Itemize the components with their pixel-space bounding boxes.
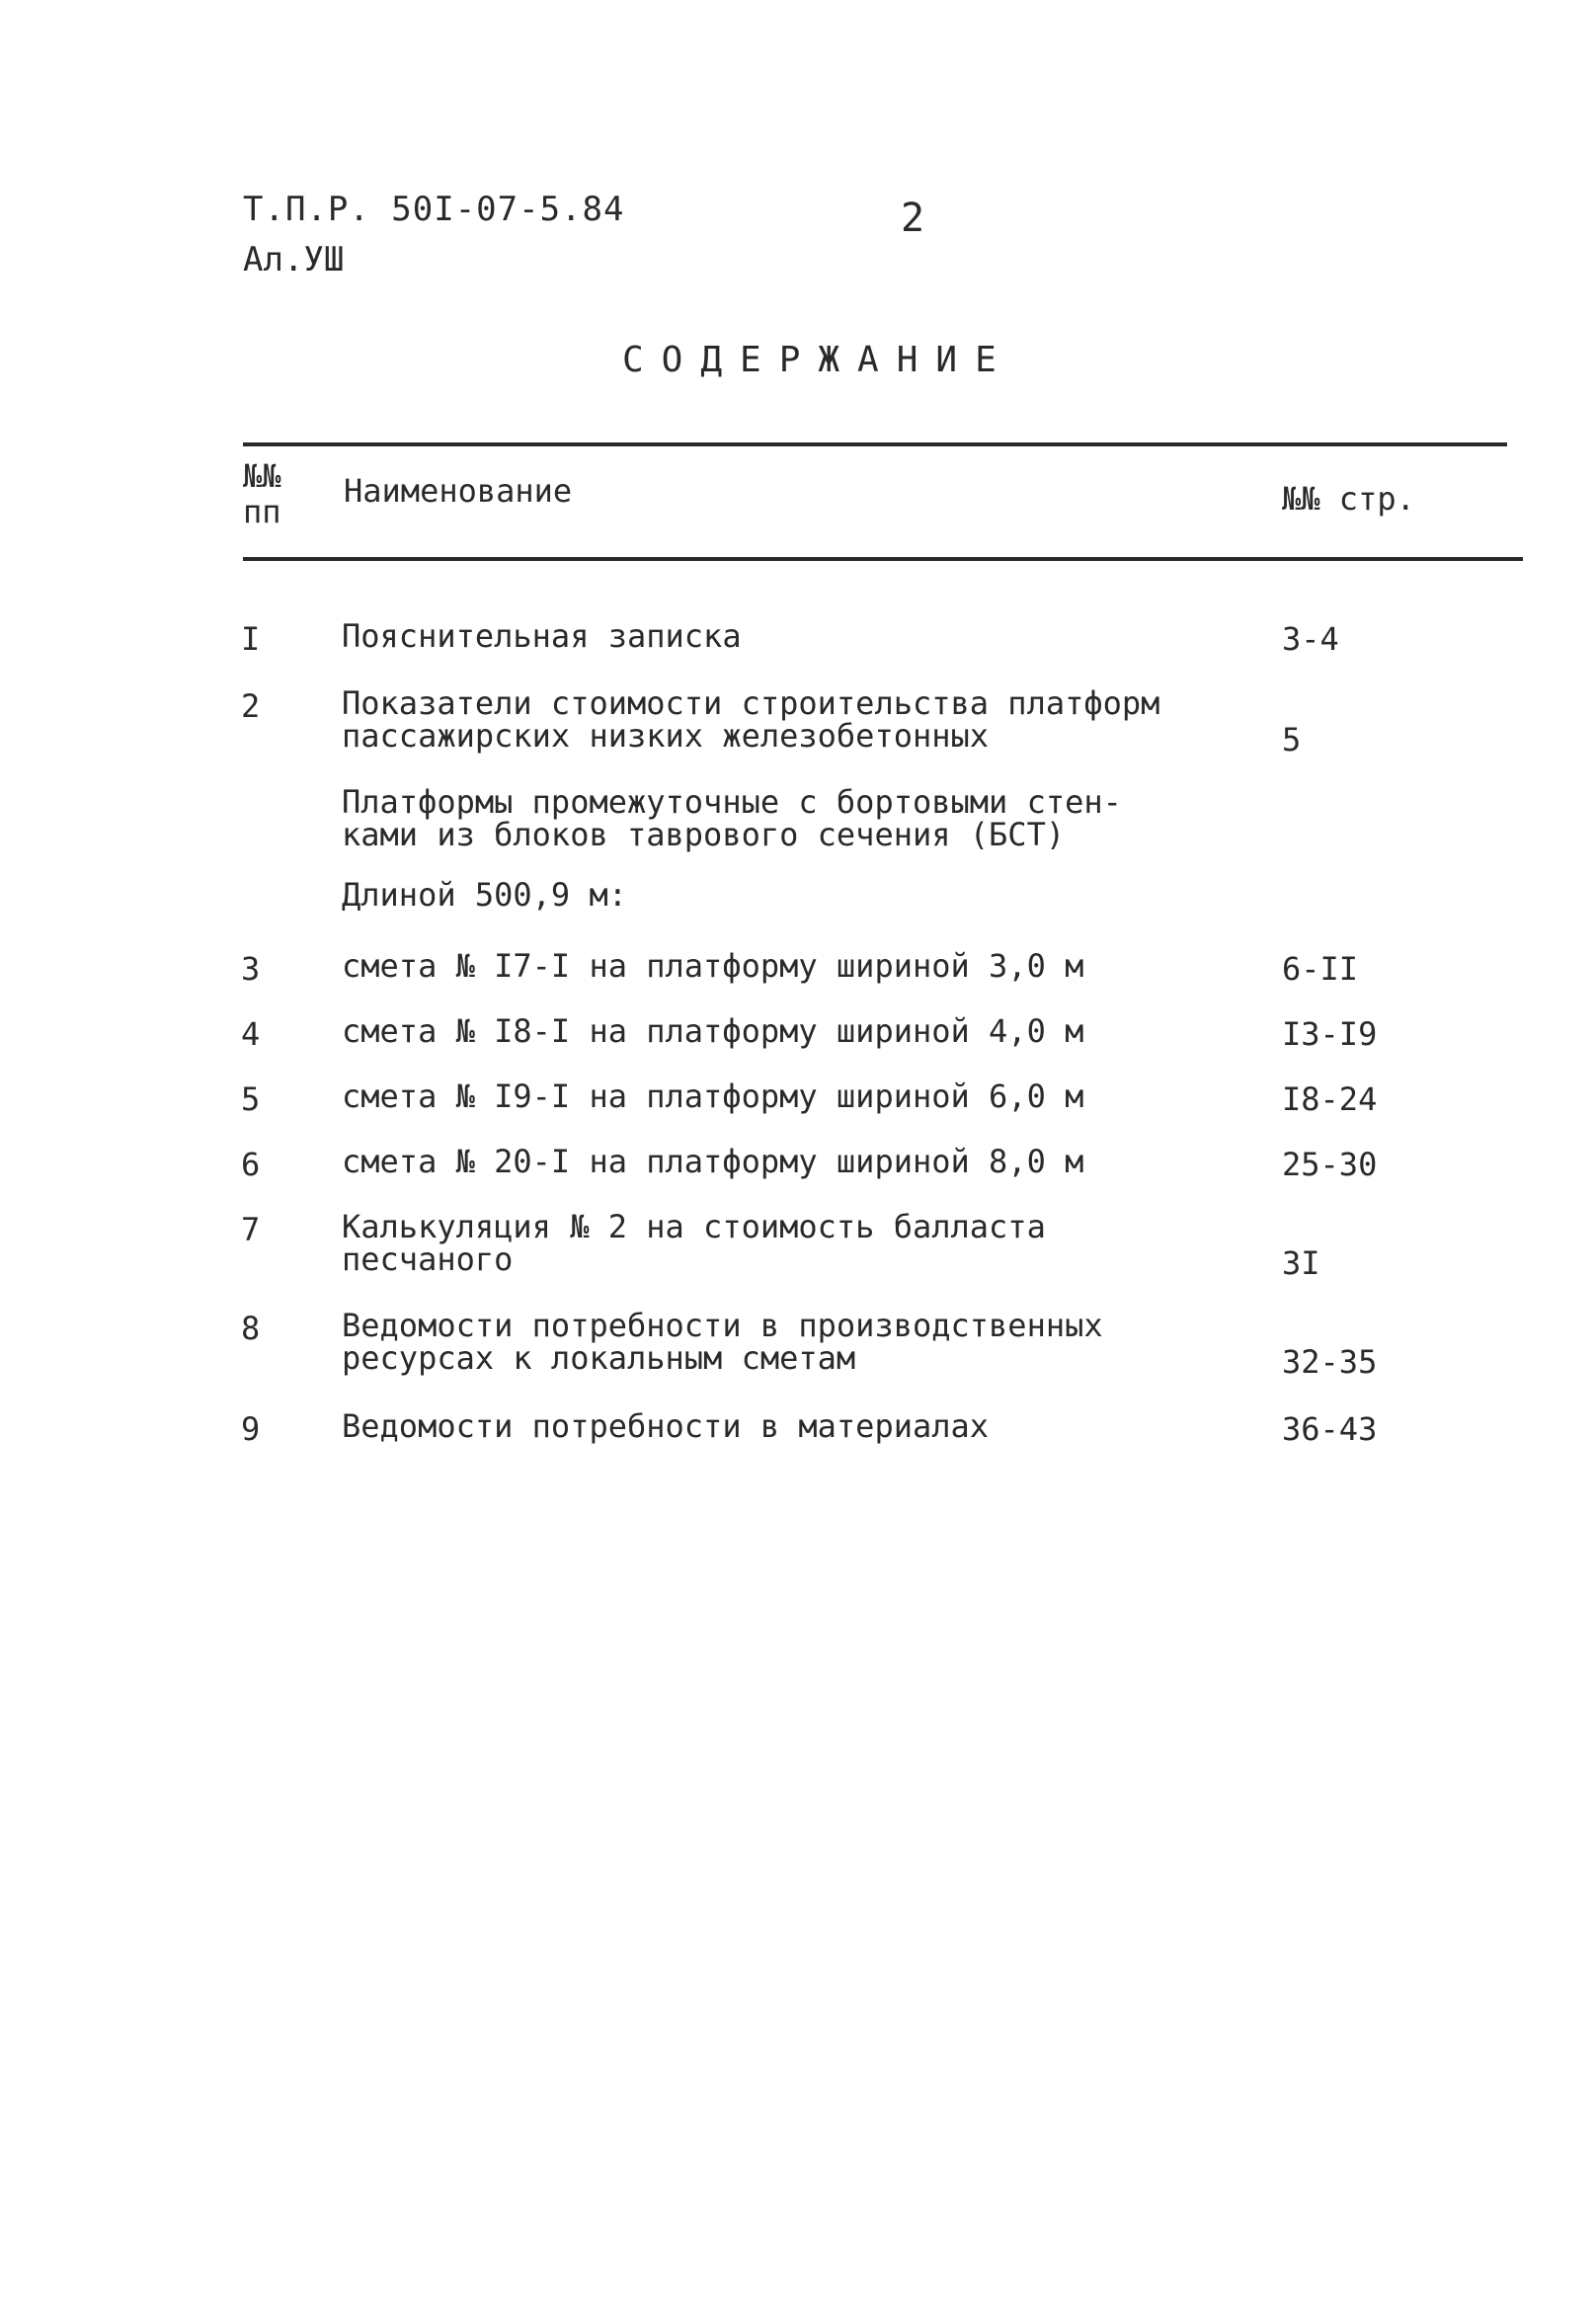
column-header-number: №№ пп <box>243 457 281 530</box>
column-header-name: Наименование <box>344 472 573 510</box>
row-number: 4 <box>241 1015 261 1053</box>
row-title: Показатели стоимости строительства платформ пассажирских низких железобетонных <box>342 684 1160 755</box>
row-title: Калькуляция № 2 на стоимость балласта песчаного <box>342 1208 1046 1278</box>
page-number: 2 <box>901 196 925 241</box>
album-number: Ал.УШ <box>243 240 345 280</box>
row-title: смета № I9-I на платформу шириной 6,0 м <box>342 1078 1084 1115</box>
row-title: Пояснительная записка <box>342 617 742 655</box>
row-number: 8 <box>241 1310 261 1347</box>
row-pages: 5 <box>1282 721 1302 759</box>
row-number: I <box>241 620 261 658</box>
page-title: СОДЕРЖАНИЕ <box>622 340 1014 380</box>
column-header-pages: №№ стр. <box>1282 480 1415 518</box>
row-number: 9 <box>241 1410 261 1448</box>
row-pages: 25-30 <box>1282 1146 1378 1183</box>
row-number: 3 <box>241 950 261 988</box>
row-title: Платформы промежуточные с бортовыми стен- ками из блоков таврового сечения (БСТ) <box>342 783 1122 853</box>
row-number: 6 <box>241 1146 261 1183</box>
row-number: 2 <box>241 687 261 725</box>
row-title: Ведомости потребности в материалах <box>342 1407 990 1445</box>
row-number: 7 <box>241 1211 261 1248</box>
row-title: смета № I8-I на платформу шириной 4,0 м <box>342 1012 1084 1050</box>
row-title: Ведомости потребности в производственных ресурсах к локальным сметам <box>342 1307 1103 1377</box>
row-pages: 3I <box>1282 1244 1320 1282</box>
row-pages: 3-4 <box>1282 620 1339 658</box>
row-title: Длиной 500,9 м: <box>342 876 627 914</box>
row-pages: 36-43 <box>1282 1410 1378 1448</box>
row-pages: I8-24 <box>1282 1080 1378 1118</box>
row-pages: I3-I9 <box>1282 1015 1378 1053</box>
row-title: смета № 20-I на платформу шириной 8,0 м <box>342 1143 1084 1180</box>
table-top-rule <box>243 442 1507 446</box>
row-title: смета № I7-I на платформу шириной 3,0 м <box>342 947 1084 985</box>
row-pages: 6-II <box>1282 950 1359 988</box>
document-code: Т.П.Р. 50I-07-5.84 <box>243 190 625 229</box>
table-header-rule <box>243 557 1523 561</box>
row-number: 5 <box>241 1080 261 1118</box>
row-pages: 32-35 <box>1282 1343 1378 1381</box>
